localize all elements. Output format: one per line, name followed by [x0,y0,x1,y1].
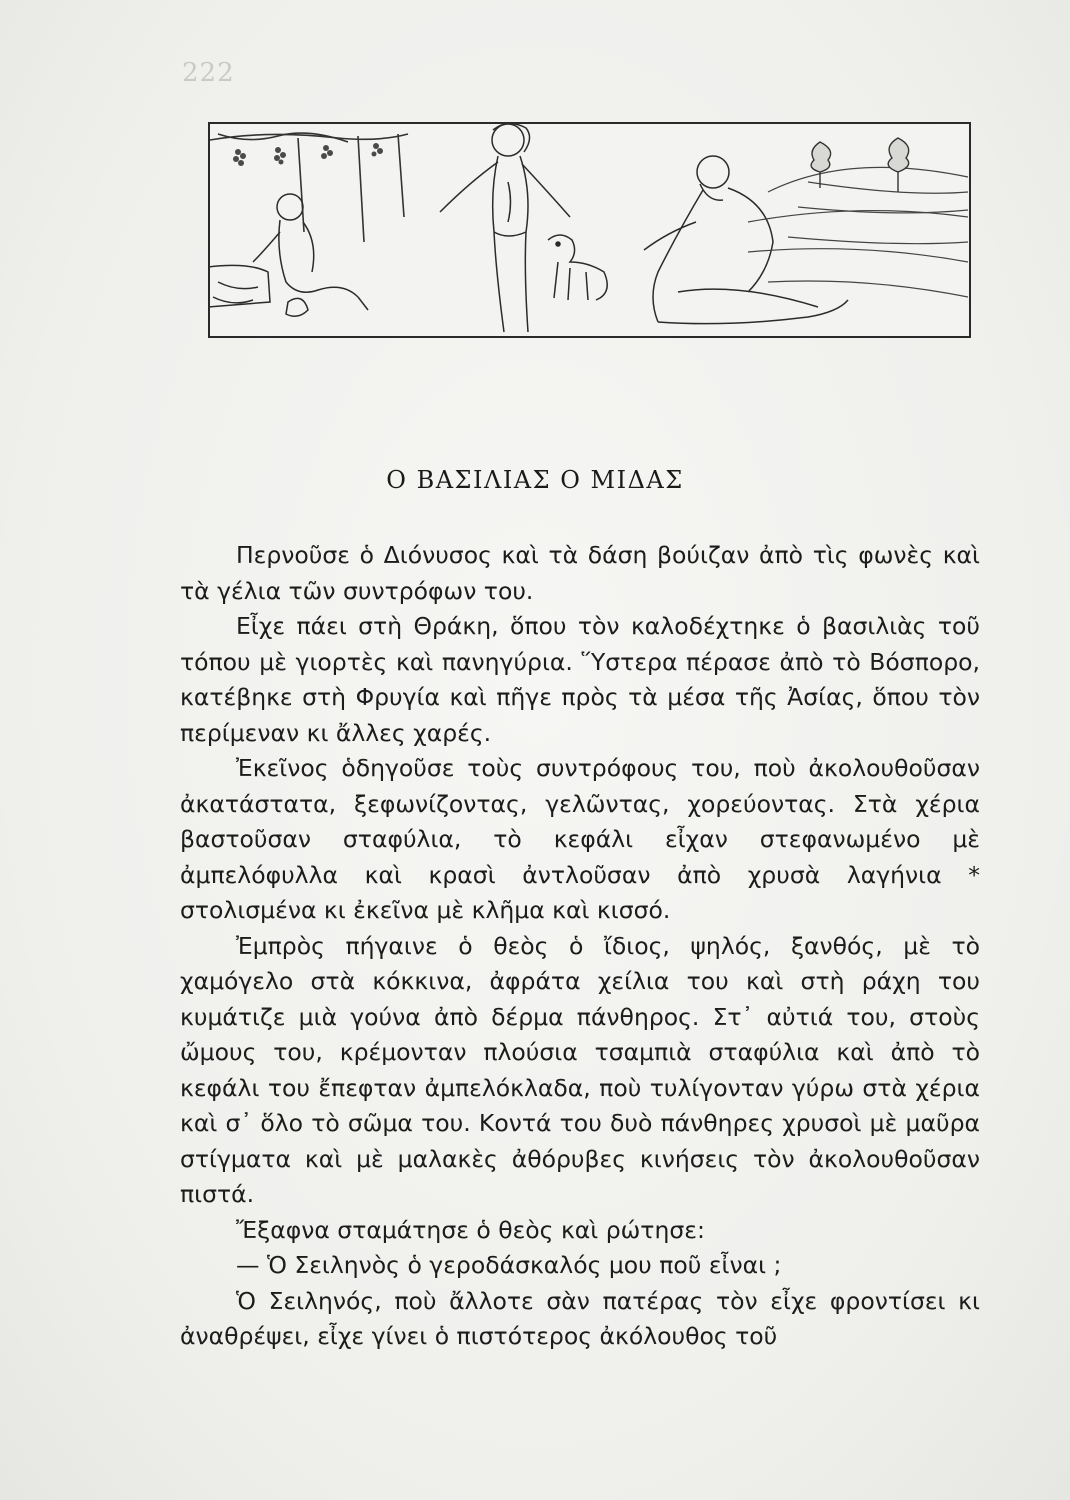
paragraph: Ὁ Σειληνός, ποὺ ἄλλοτε σὰν πατέρας τὸν εἶχε φροντίσει κι ἀναθρέψει, εἶχε γίνει ὁ πιστότερος ἀκόλουθος τοῦ [180,1286,980,1350]
chapter-illustration [208,122,971,338]
story-text [180,538,980,1355]
dialogue-line: — Ὁ Σειληνὸς ὁ γεροδάσκαλός μου ποῦ εἶναι ; [236,1251,782,1279]
illustration-drawing [208,122,971,338]
paragraph: Περνοῦσε ὁ Διόνυσος καὶ τὰ δάση βούιζαν ἀπὸ τὶς φωνὲς καὶ τὰ γέλια τῶν συντρόφων του. [180,541,980,605]
paragraph: Εἶχε πάει στὴ Θράκη, ὅπου τὸν καλοδέχτηκε ὁ βασιλιὰς τοῦ τόπου μὲ γιορτὲς καὶ πανηγύρια. Ὕστερα πέρασε ἀπὸ τὸ Βόσπορο, κατέβηκε στὴ Φρυγία καὶ πῆγε πρὸς τὰ μέσα τῆς Ἀσίας, ὅπου τὸν περίμεναν κι ἄλλες χαρές. [180,612,980,747]
paragraph: Ἔξαφνα σταμάτησε ὁ θεὸς καὶ ρώτησε: [236,1215,705,1244]
paragraph: Ἐκεῖνος ὁδηγοῦσε τοὺς συντρόφους του, ποὺ ἀκολουθοῦσαν ἀκατάστατα, ξεφωνίζοντας, γελῶντας, χορεύοντας. Στὰ χέρια βαστοῦσαν σταφύλια, τὸ κεφάλι εἶχαν στεφανωμένο μὲ ἀμπελόφυλλα καὶ κρασὶ ἀντλοῦσαν ἀπὸ χρυσὰ λαγήνια * στολισμένα κι ἐκεῖνα μὲ κλῆμα καὶ κισσό. [180,754,980,924]
paragraph: Ἐμπρὸς πήγαινε ὁ θεὸς ὁ ἴδιος, ψηλός, ξανθός, μὲ τὸ χαμόγελο στὰ κόκκινα, ἀφράτα χείλια του καὶ στὴ ράχη του κυμάτιζε μιὰ γούνα ἀπὸ δέρμα πάνθηρος. Στ᾽ αὐτιά του, στοὺς ὤμους του, κρέμονταν πλούσια τσαμπιὰ σταφύλια καὶ ἀπὸ τὸ κεφάλι του ἔπεφταν ἀμπελόκλαδα, ποὺ τυλίγονταν γύρω στὰ χέρια καὶ σ᾽ ὅλο τὸ σῶμα του. Κοντά του δυὸ πάνθηρες χρυσοὶ μὲ μαῦρα στίγματα καὶ μὲ μαλακὲς ἀθόρυβες κινήσεις τὸν ἀκολουθοῦσαν πιστά. [180,931,980,1208]
chapter-title: Ο ΒΑΣΙΛΙΑΣ Ο ΜΙΔΑΣ [386,466,684,494]
page-number: 222 [182,58,235,88]
